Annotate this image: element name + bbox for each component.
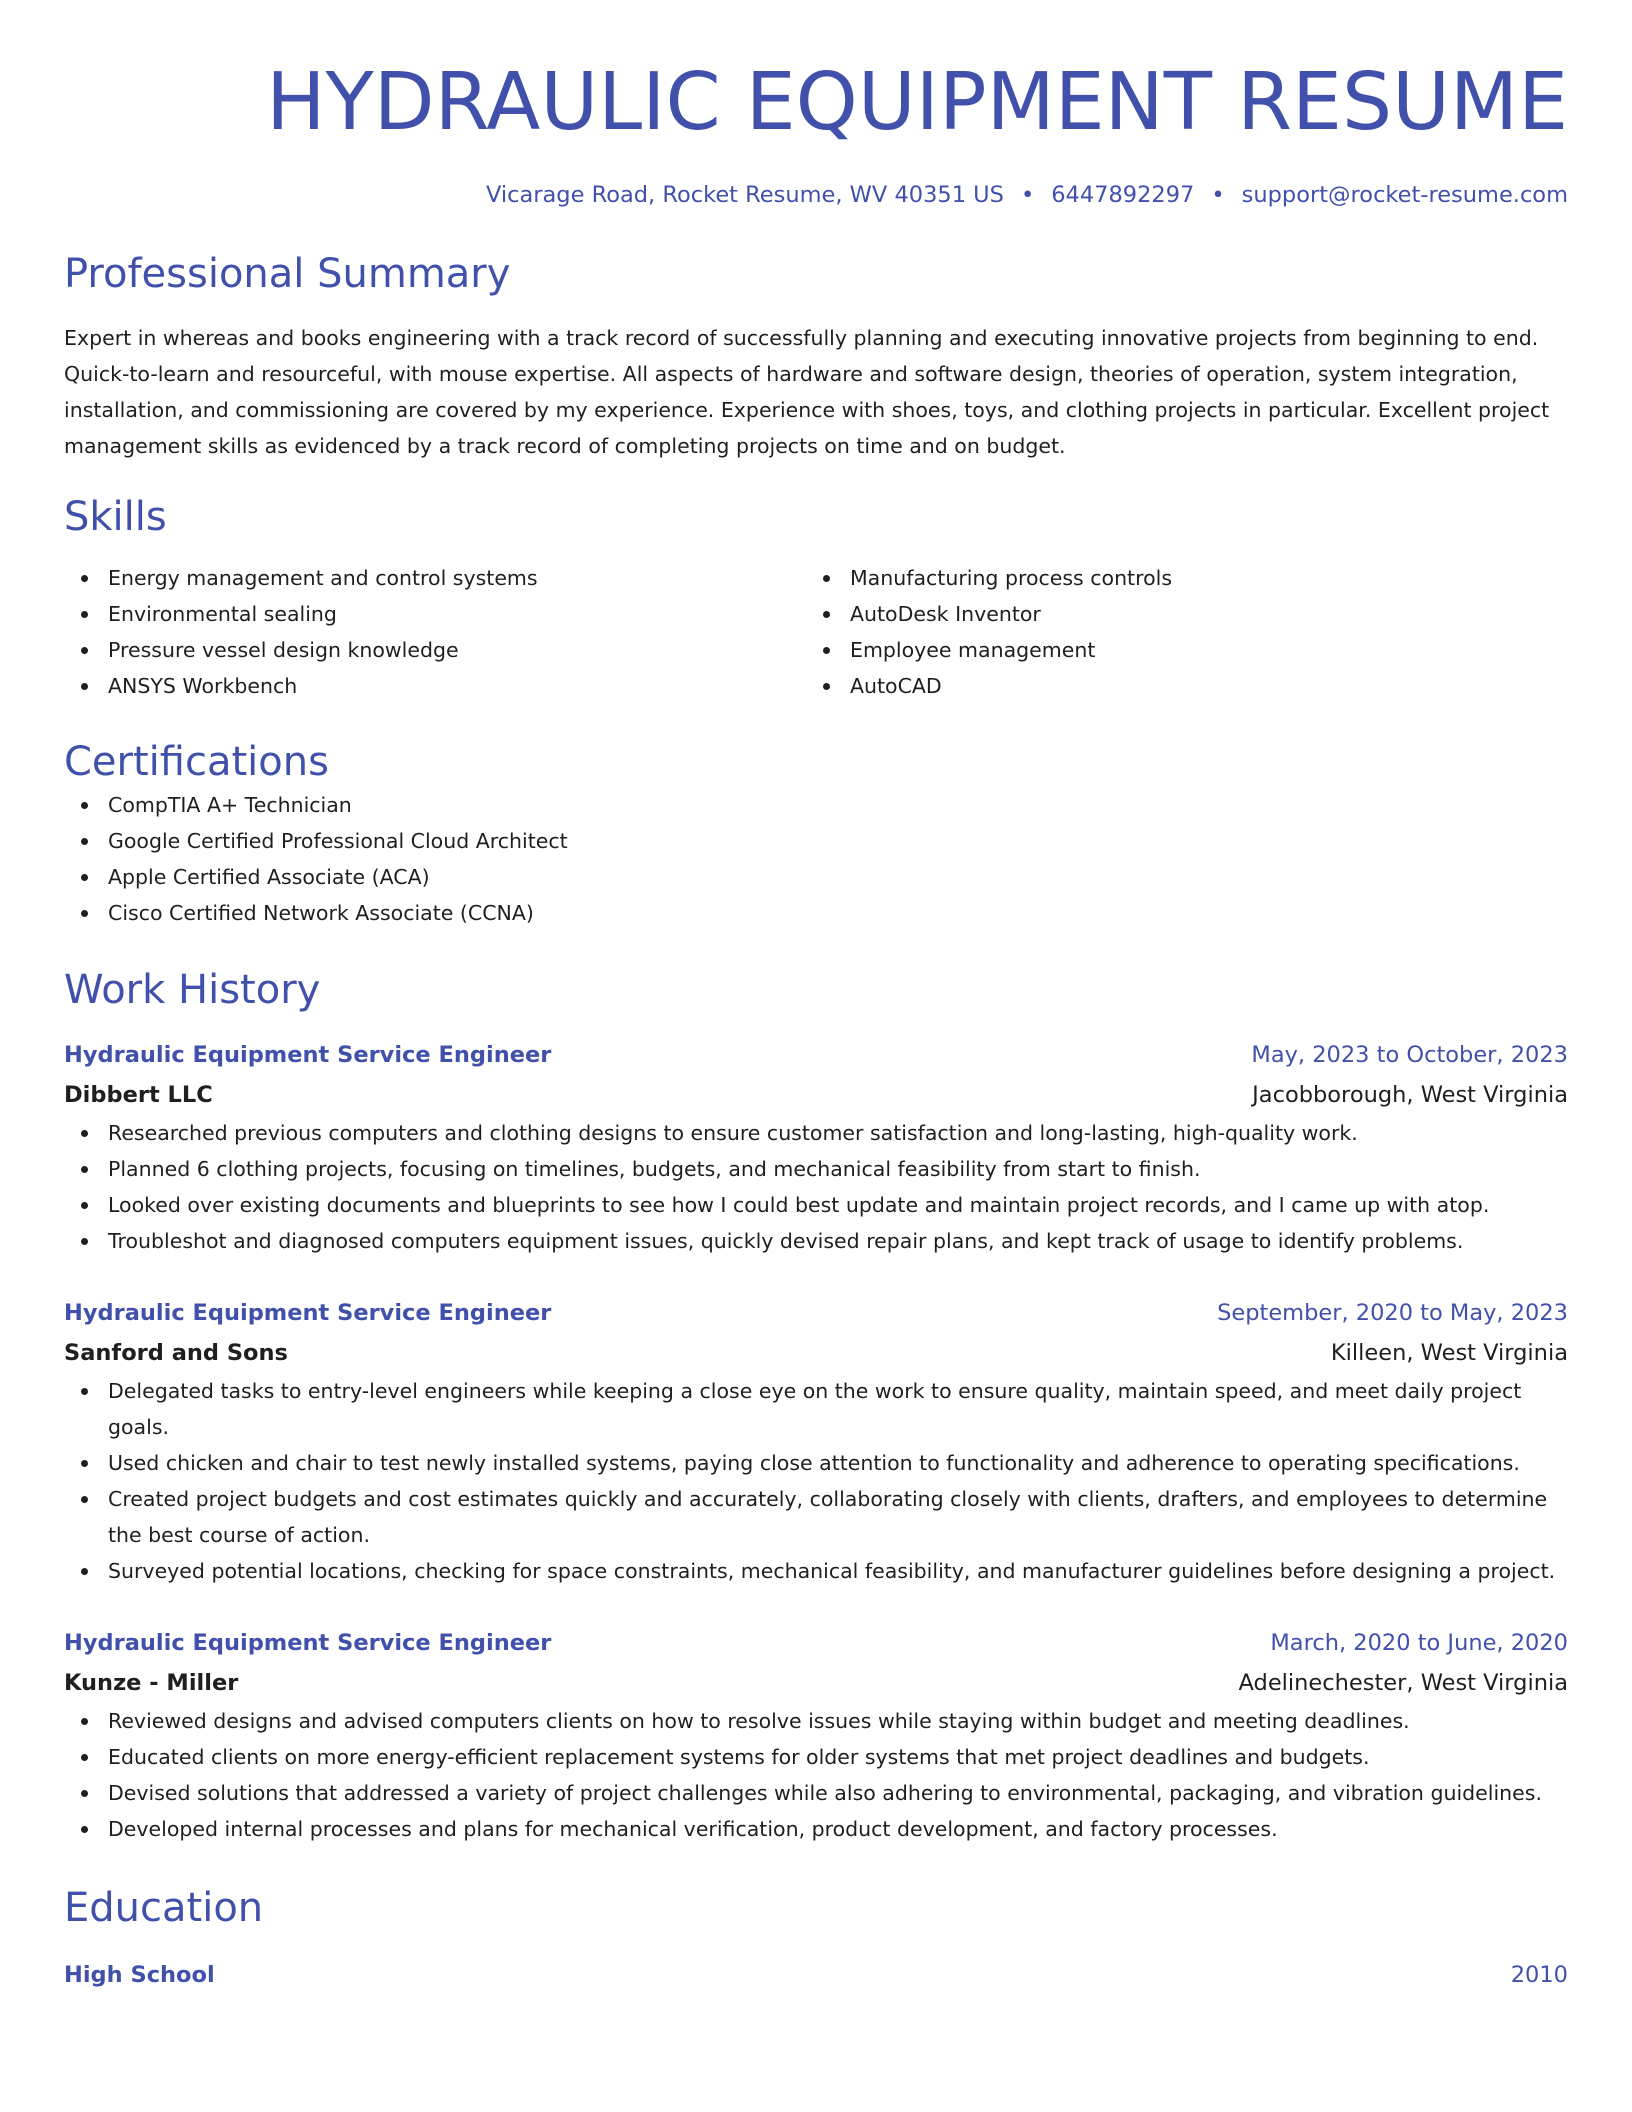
job-bullet: Researched previous computers and clothing designs to ensure customer satisfaction and long-lasting, high-quality work. bbox=[64, 1115, 1568, 1151]
job-location: Jacobborough, West Virginia bbox=[1252, 1082, 1568, 1108]
skill-item: Energy management and control systems bbox=[64, 560, 806, 596]
job-bullet: Planned 6 clothing projects, focusing on timelines, budgets, and mechanical feasibility from start to finish. bbox=[64, 1151, 1568, 1187]
job-bullet: Looked over existing documents and blueprints to see how I could best update and maintain project records, and I came up with atop. bbox=[64, 1187, 1568, 1223]
skill-item: Manufacturing process controls bbox=[806, 560, 1548, 596]
summary-heading: Professional Summary bbox=[64, 251, 511, 297]
job-bullet: Educated clients on more energy-efficient replacement systems for older systems that met project deadlines and budgets. bbox=[64, 1739, 1568, 1775]
job-role: Hydraulic Equipment Service Engineer bbox=[64, 1300, 552, 1326]
education-entry bbox=[64, 1955, 1568, 1995]
certification-item: Google Certified Professional Cloud Architect bbox=[64, 823, 1568, 859]
job-header-row bbox=[64, 1623, 1568, 1663]
job-role: Hydraulic Equipment Service Engineer bbox=[64, 1042, 552, 1068]
contact-separator: • bbox=[1020, 182, 1035, 208]
skills-columns bbox=[64, 560, 1568, 704]
job-bullets bbox=[64, 1115, 1568, 1259]
skills-list-left bbox=[64, 560, 806, 704]
work-history-heading: Work History bbox=[64, 967, 321, 1013]
certification-item: CompTIA A+ Technician bbox=[64, 787, 1568, 823]
contact-email: support@rocket-resume.com bbox=[1241, 182, 1568, 208]
job-location: Killeen, West Virginia bbox=[1330, 1340, 1568, 1366]
job-dates: March, 2020 to June, 2020 bbox=[1270, 1630, 1568, 1656]
job-entry bbox=[64, 1293, 1568, 1589]
job-bullet: Troubleshot and diagnosed computers equipment issues, quickly devised repair plans, and kept track of usage to identify problems. bbox=[64, 1223, 1568, 1259]
job-company-row bbox=[64, 1663, 1568, 1703]
job-company: Dibbert LLC bbox=[64, 1082, 213, 1108]
skill-item: Pressure vessel design knowledge bbox=[64, 632, 806, 668]
skill-item: AutoCAD bbox=[806, 668, 1548, 704]
job-bullets bbox=[64, 1703, 1568, 1847]
job-entry bbox=[64, 1035, 1568, 1259]
summary-text: Expert in whereas and books engineering with a track record of successfully planning and executing innovative projects from beginning to end. Quick-to-learn and resourceful, with mouse expertise. All aspects of hardware and software design, theories of operation, system integration, installation, and commissioning are covered by my experience. Experience with shoes, toys, and clothing projects in particular. Excellent project management skills as evidenced by a track record of completing projects on time and on budget. bbox=[64, 326, 1550, 458]
skills-list-right bbox=[806, 560, 1548, 704]
job-company: Kunze - Miller bbox=[64, 1670, 239, 1696]
education-school: High School bbox=[64, 1962, 215, 1988]
contact-separator: • bbox=[1211, 182, 1225, 208]
job-bullet: Developed internal processes and plans for mechanical verification, product development, and factory processes. bbox=[64, 1811, 1568, 1847]
job-header-row bbox=[64, 1035, 1568, 1075]
contact-line bbox=[64, 179, 1568, 211]
skill-item: AutoDesk Inventor bbox=[806, 596, 1548, 632]
job-bullet: Used chicken and chair to test newly installed systems, paying close attention to functionality and adherence to operating specifications. bbox=[64, 1445, 1568, 1481]
certifications-heading: Certifications bbox=[64, 739, 329, 785]
contact-phone: 6447892297 bbox=[1051, 182, 1195, 208]
job-bullet: Devised solutions that addressed a variety of project challenges while also adhering to environmental, packaging, and vibration guidelines. bbox=[64, 1775, 1568, 1811]
skill-item: Environmental sealing bbox=[64, 596, 806, 632]
job-dates: September, 2020 to May, 2023 bbox=[1217, 1300, 1568, 1326]
job-company: Sanford and Sons bbox=[64, 1340, 288, 1366]
contact-address: Vicarage Road, Rocket Resume, WV 40351 US bbox=[485, 182, 1004, 208]
resume-header bbox=[64, 0, 1568, 211]
skill-item: Employee management bbox=[806, 632, 1548, 668]
job-entry bbox=[64, 1623, 1568, 1847]
certification-item: Apple Certified Associate (ACA) bbox=[64, 859, 1568, 895]
certification-item: Cisco Certified Network Associate (CCNA) bbox=[64, 895, 1568, 931]
resume-title: HYDRAULIC EQUIPMENT RESUME bbox=[266, 56, 1568, 148]
education-year: 2010 bbox=[1510, 1962, 1568, 1988]
skills-heading: Skills bbox=[64, 494, 167, 540]
education-heading: Education bbox=[64, 1885, 264, 1931]
resume-page bbox=[64, 0, 1568, 1995]
skill-item: ANSYS Workbench bbox=[64, 668, 806, 704]
job-bullet: Created project budgets and cost estimates quickly and accurately, collaborating closely with clients, drafters, and employees to determine the best course of action. bbox=[64, 1481, 1568, 1553]
job-company-row bbox=[64, 1333, 1568, 1373]
job-role: Hydraulic Equipment Service Engineer bbox=[64, 1630, 552, 1656]
job-bullets bbox=[64, 1373, 1568, 1589]
job-bullet: Reviewed designs and advised computers clients on how to resolve issues while staying within budget and meeting deadlines. bbox=[64, 1703, 1568, 1739]
job-header-row bbox=[64, 1293, 1568, 1333]
job-bullet: Surveyed potential locations, checking for space constraints, mechanical feasibility, and manufacturer guidelines before designing a project. bbox=[64, 1553, 1568, 1589]
certifications-list bbox=[64, 787, 1568, 931]
job-company-row bbox=[64, 1075, 1568, 1115]
job-location: Adelinechester, West Virginia bbox=[1238, 1670, 1568, 1696]
job-bullet: Delegated tasks to entry-level engineers while keeping a close eye on the work to ensure quality, maintain speed, and meet daily project goals. bbox=[64, 1373, 1568, 1445]
job-dates: May, 2023 to October, 2023 bbox=[1251, 1042, 1568, 1068]
